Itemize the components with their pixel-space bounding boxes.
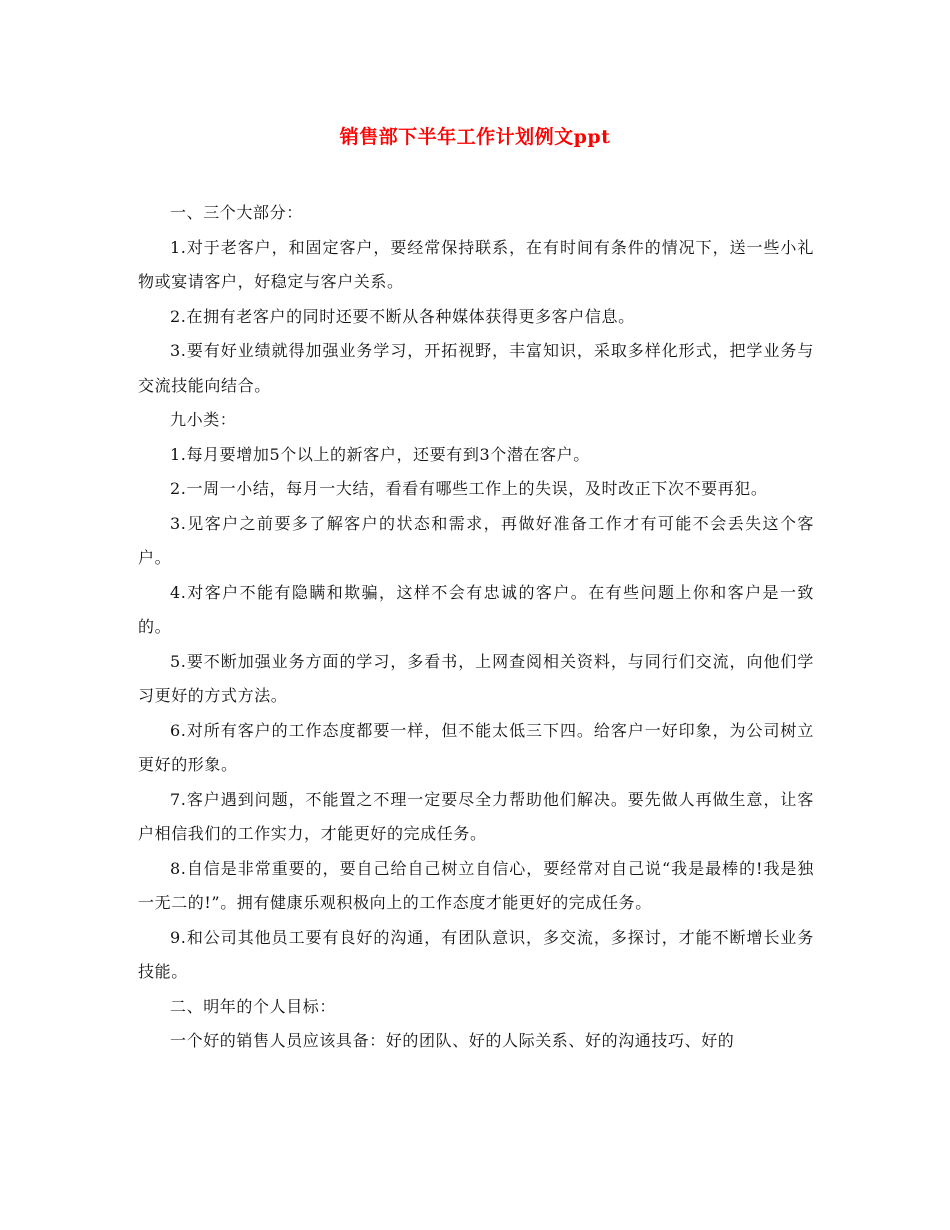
paragraph: 1.对于老客户，和固定客户，要经常保持联系，在有时间有条件的情况下，送一些小礼物或宴请客户，好稳定与客户关系。 — [138, 237, 814, 291]
paragraph: 9.和公司其他员工要有良好的沟通，有团队意识，多交流，多探讨，才能不断增长业务技能。 — [138, 927, 814, 981]
paragraph: 5.要不断加强业务方面的学习，多看书，上网查阅相关资料，与同行们交流，向他们学习更好的方式方法。 — [138, 651, 814, 705]
paragraph: 一个好的销售人员应该具备：好的团队、好的人际关系、好的沟通技巧、好的 — [170, 1031, 735, 1050]
paragraph: 3.要有好业绩就得加强业务学习，开拓视野，丰富知识，采取多样化形式，把学业务与交流技能向结合。 — [138, 341, 814, 395]
paragraph: 3.见客户之前要多了解客户的状态和需求，再做好准备工作才有可能不会丢失这个客户。 — [138, 513, 814, 567]
paragraph: 7.客户遇到问题，不能置之不理一定要尽全力帮助他们解决。要先做人再做生意，让客户相信我们的工作实力，才能更好的完成任务。 — [138, 789, 814, 843]
paragraph: 6.对所有客户的工作态度都要一样，但不能太低三下四。给客户一好印象，为公司树立更好的形象。 — [138, 720, 814, 774]
section-heading: 九小类： — [170, 410, 237, 429]
paragraph: 2.在拥有老客户的同时还要不断从各种媒体获得更多客户信息。 — [170, 306, 635, 326]
section-heading: 二、明年的个人目标： — [170, 996, 337, 1016]
section-heading: 一、三个大部分： — [170, 203, 303, 222]
paragraph: 2.一周一小结，每月一大结，看看有哪些工作上的失误，及时改正下次不要再犯。 — [170, 479, 768, 498]
paragraph: 8.自信是非常重要的，要自己给自己树立自信心，要经常对自己说“我是最棒的!我是独一无二的!”。拥有健康乐观积极向上的工作态度才能更好的完成任务。 — [138, 858, 814, 912]
paragraph: 1.每月要增加5个以上的新客户，还要有到3个潜在客户。 — [170, 444, 590, 464]
document-title: 销售部下半年工作计划例文ppt — [339, 126, 611, 148]
document-body — [138, 196, 814, 1059]
paragraph: 4.对客户不能有隐瞒和欺骗，这样不会有忠诚的客户。在有些问题上你和客户是一致的。 — [138, 582, 814, 636]
